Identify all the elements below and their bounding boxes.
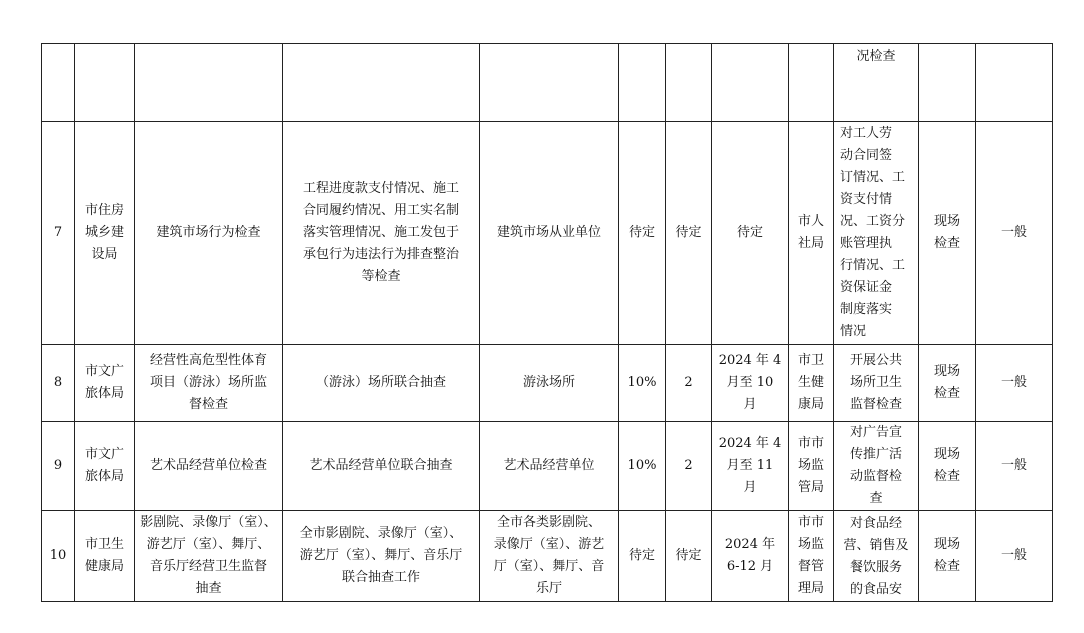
joint-content: 对食品经 营、销售及 餐饮服务 的食品安 — [834, 511, 919, 602]
sampling-ratio: 待定 — [619, 511, 666, 602]
inspection-content: 艺术品经营单位联合抽查 — [283, 422, 480, 511]
inspection-time: 2024 年 6-12 月 — [712, 511, 789, 602]
inspection-target: 全市各类影剧院、 录像厅（室）、游艺 厅（室）、舞厅、音 乐厅 — [480, 511, 619, 602]
department: 市文广 旅体局 — [75, 422, 135, 511]
inspection-item: 艺术品经营单位检查 — [135, 422, 283, 511]
inspection-content: 全市影剧院、录像厅（室）、 游艺厅（室）、舞厅、音乐厅 联合抽查工作 — [283, 511, 480, 602]
joint-content: 开展公共 场所卫生 监督检查 — [834, 345, 919, 422]
department: 市文广 旅体局 — [75, 345, 135, 422]
row-number — [42, 44, 75, 122]
sampling-count — [666, 44, 712, 122]
joint-department — [789, 44, 834, 122]
table-row — [42, 345, 1053, 422]
joint-content: 况检查 — [834, 44, 919, 122]
inspection-method: 现场 检查 — [919, 122, 976, 345]
department: 市卫生 健康局 — [75, 511, 135, 602]
inspection-item — [135, 44, 283, 122]
table-row — [42, 422, 1053, 511]
joint-department: 市市 场监 督管 理局 — [789, 511, 834, 602]
inspection-level: 一般 — [976, 422, 1053, 511]
row-number: 10 — [42, 511, 75, 602]
inspection-method: 现场 检查 — [919, 511, 976, 602]
sampling-count: 2 — [666, 345, 712, 422]
inspection-time — [712, 44, 789, 122]
joint-content: 对工人劳 动合同签 订情况、工 资支付情 况、工资分 账管理执 行情况、工 资保证金 制度落实 情况 — [834, 122, 919, 345]
inspection-level: 一般 — [976, 122, 1053, 345]
row-number: 7 — [42, 122, 75, 345]
joint-department: 市人 社局 — [789, 122, 834, 345]
inspection-target: 游泳场所 — [480, 345, 619, 422]
inspection-method: 现场 检查 — [919, 345, 976, 422]
joint-department: 市卫 生健 康局 — [789, 345, 834, 422]
inspection-target: 建筑市场从业单位 — [480, 122, 619, 345]
joint-department: 市市 场监 管局 — [789, 422, 834, 511]
sampling-count: 待定 — [666, 122, 712, 345]
sampling-ratio: 待定 — [619, 122, 666, 345]
table-row — [42, 511, 1053, 602]
table-row — [42, 122, 1053, 345]
inspection-time: 待定 — [712, 122, 789, 345]
inspection-item: 影剧院、录像厅（室）、 游艺厅（室）、舞厅、 音乐厅经营卫生监督 抽查 — [135, 511, 283, 602]
inspection-time: 2024 年 4 月至 11 月 — [712, 422, 789, 511]
sampling-ratio — [619, 44, 666, 122]
table-row — [42, 44, 1053, 122]
inspection-level: 一般 — [976, 511, 1053, 602]
inspection-content: 工程进度款支付情况、施工 合同履约情况、用工实名制 落实管理情况、施工发包于 承包行为违法行为排查整治 等检查 — [283, 122, 480, 345]
sampling-ratio: 10% — [619, 422, 666, 511]
sampling-ratio: 10% — [619, 345, 666, 422]
inspection-content — [283, 44, 480, 122]
inspection-time: 2024 年 4 月至 10 月 — [712, 345, 789, 422]
department — [75, 44, 135, 122]
joint-content: 对广告宣 传推广活 动监督检 查 — [834, 422, 919, 511]
sampling-count: 待定 — [666, 511, 712, 602]
inspection-method: 现场 检查 — [919, 422, 976, 511]
inspection-target — [480, 44, 619, 122]
inspection-content: （游泳）场所联合抽查 — [283, 345, 480, 422]
inspection-target: 艺术品经营单位 — [480, 422, 619, 511]
inspection-item: 经营性高危型性体育 项目（游泳）场所监 督检查 — [135, 345, 283, 422]
row-number: 9 — [42, 422, 75, 511]
department: 市住房 城乡建 设局 — [75, 122, 135, 345]
inspection-level: 一般 — [976, 345, 1053, 422]
inspection-level — [976, 44, 1053, 122]
inspection-method — [919, 44, 976, 122]
row-number: 8 — [42, 345, 75, 422]
inspection-item: 建筑市场行为检查 — [135, 122, 283, 345]
inspection-plan-table — [41, 43, 1053, 602]
sampling-count: 2 — [666, 422, 712, 511]
